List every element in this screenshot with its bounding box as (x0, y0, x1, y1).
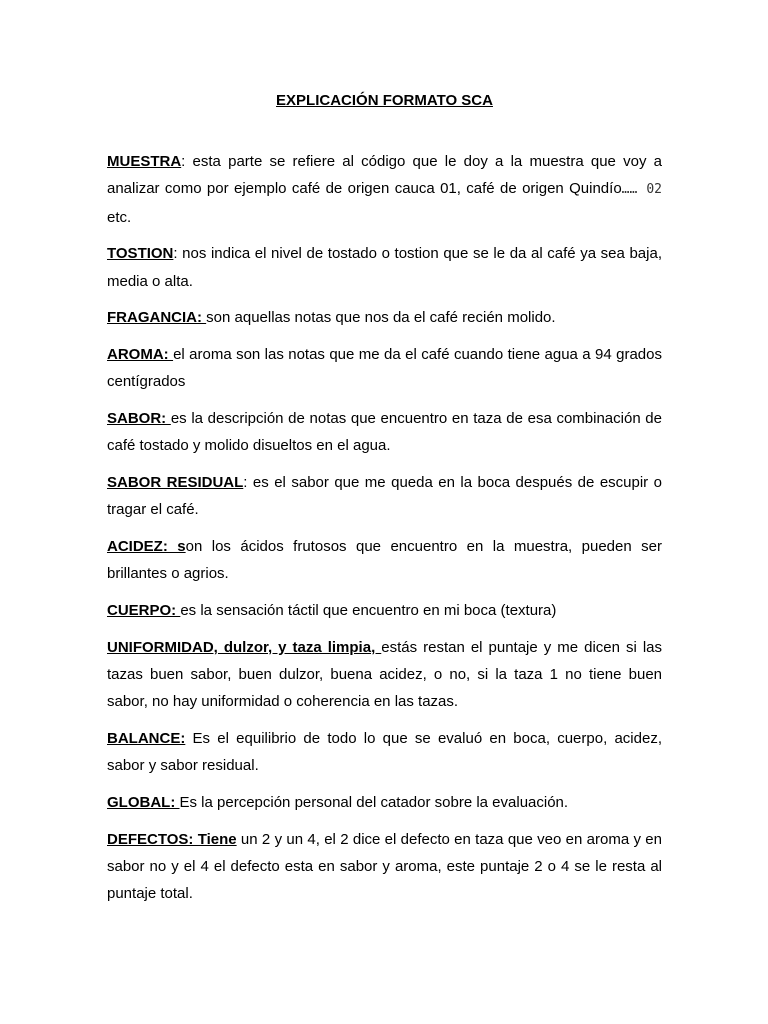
entry-muestra (107, 148, 662, 231)
entry-balance (107, 725, 662, 780)
entry-uniformidad (107, 634, 662, 716)
entry-term: TOSTION (107, 245, 174, 263)
entry-cuerpo (107, 597, 662, 624)
entry-text: : es el sabor que me queda en la boca después de escupir o tragar el café. (107, 473, 662, 519)
entry-term: MUESTRA (107, 153, 182, 170)
entry-sabor-residual (107, 469, 662, 524)
entry-text: un 2 y un 4, el 2 dice el defecto en taza que veo en aroma y en sabor no y el 4 el defecto esta en sabor y aroma, este puntaje 2 o 4 se le resta al puntaje total. (107, 830, 662, 903)
entry-text-tail: …… 02 (621, 182, 663, 198)
entry-text: es la descripción de notas que encuentro en taza de esa combinación de café tostado y molido disueltos en el agua. (107, 409, 662, 455)
document-title: EXPLICACIÓN FORMATO SCA (276, 92, 493, 109)
entry-text: el aroma son las notas que me da el café cuando tiene agua a 94 grados centígrados (107, 345, 662, 391)
entry-term: GLOBAL: (107, 793, 180, 811)
entry-text-after: etc. (107, 208, 132, 226)
entry-fragancia (107, 304, 662, 331)
entry-term: FRAGANCIA: (107, 309, 207, 327)
definition-list (107, 148, 662, 917)
entry-text: : nos indica el nivel de tostado o tostion que se le da al café ya sea baja, media o alta. (107, 245, 662, 290)
entry-text: son aquellas notas que nos da el café recién molido. (206, 309, 556, 327)
entry-text: es la sensación táctil que encuentro en mi boca (textura) (180, 601, 557, 619)
entry-term: CUERPO: (107, 601, 181, 619)
entry-term: SABOR: (107, 409, 171, 427)
entry-global (107, 789, 662, 816)
entry-term: AROMA: (107, 345, 174, 363)
entry-term: SABOR RESIDUAL (107, 473, 244, 491)
entry-text: Es la percepción personal del catador sobre la evaluación. (179, 793, 569, 811)
entry-aroma (107, 341, 662, 396)
entry-defectos (107, 826, 662, 908)
entry-text: Es el equilibrio de todo lo que se evaluó en boca, cuerpo, acidez, sabor y sabor residual. (107, 729, 662, 775)
entry-term: ACIDEZ: s (107, 537, 186, 555)
entry-term: DEFECTOS: Tiene (107, 830, 237, 848)
entry-acidez (107, 533, 662, 588)
entry-text: on los ácidos frutosos que encuentro en la muestra, pueden ser brillantes o agrios. (107, 537, 662, 583)
entry-tostion (107, 240, 662, 295)
entry-term: UNIFORMIDAD, dulzor, y taza limpia, (107, 638, 382, 656)
entry-sabor (107, 405, 662, 460)
entry-term: BALANCE: (107, 729, 186, 747)
entry-text: : esta parte se refiere al código que le doy a la muestra que voy a analizar como por ejemplo café de origen cauca 01, café de origen Quindío (107, 153, 662, 198)
entry-text: estás restan el puntaje y me dicen si las tazas buen sabor, buen dulzor, buena acidez, o no, si la taza 1 no tiene buen sabor, no hay uniformidad o coherencia en las tazas. (107, 638, 662, 711)
